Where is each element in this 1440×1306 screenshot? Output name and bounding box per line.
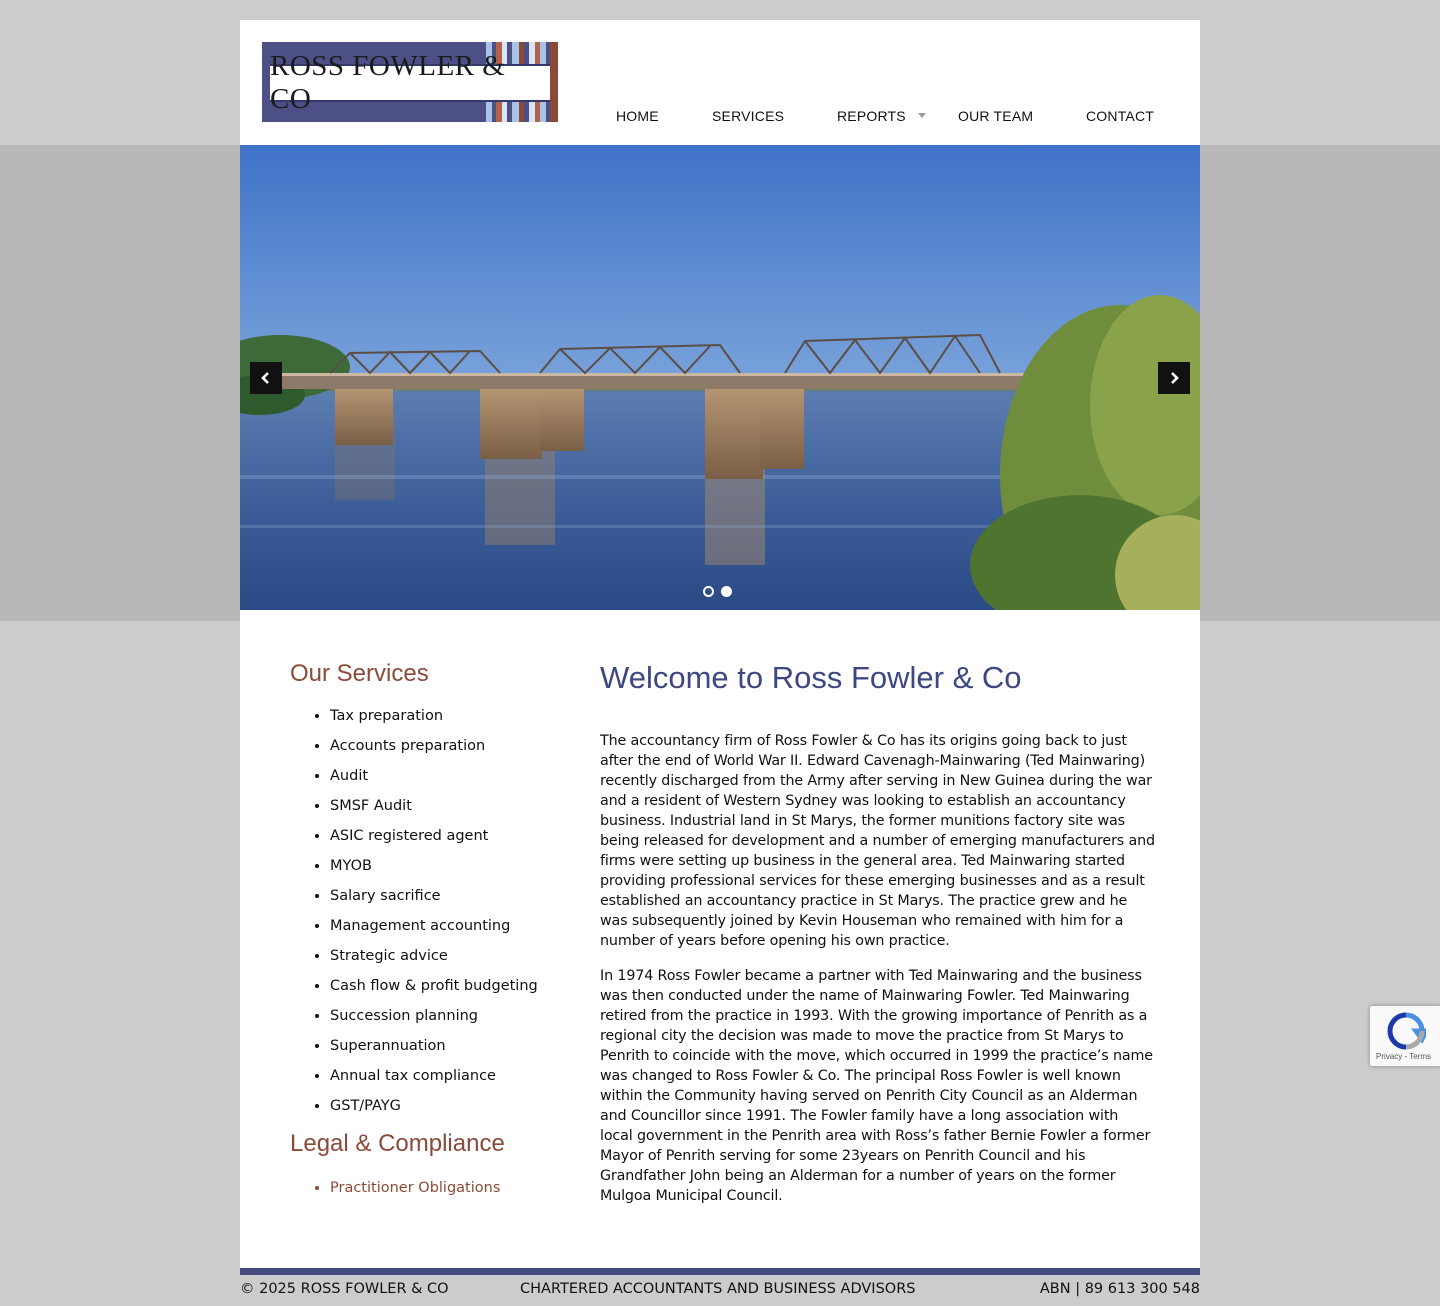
page-title: Welcome to Ross Fowler & Co (600, 660, 1022, 695)
practitioner-obligations-link[interactable]: Practitioner Obligations (330, 1180, 501, 1196)
list-item: • Salary sacrifice (330, 886, 570, 916)
sidebar (290, 660, 570, 1198)
footer-divider (240, 1268, 1200, 1275)
list-item: • Management accounting (330, 916, 570, 946)
slider-pagination (703, 586, 732, 597)
site-logo[interactable] (262, 42, 558, 122)
slider-dot-2[interactable] (721, 586, 732, 597)
intro-paragraph-2: In 1974 Ross Fowler became a partner with Ted Mainwaring and the business was then conducted under the name of Mainwaring Fowler. Ted Mainwaring retired from the practice in 1993. With the growing importance of Penrith as a regional city the decision was made to move the practice from St Marys to Penrith to coincide with the move, which occurred in 1999 the practice’s name was changed to Ross Fowler & Co. The principal Ross Fowler is well known within the Community having served on Penrith City Council as an Alderman and Councillor since 1991. The Fowler family have a long association with local government in the Penrith area with Ross’s father Bernie Fowler a former Mayor of Penrith serving for some 23years on Penrith Council and his Grandfather John being an Alderman for a number of years on the former Mulgoa Municipal Council. (600, 968, 1153, 1204)
recaptcha-badge[interactable] (1370, 1006, 1440, 1066)
reports-dropdown-caret-icon[interactable] (918, 113, 926, 118)
page-container (240, 20, 1200, 1268)
footer-tagline: CHARTERED ACCOUNTANTS AND BUSINESS ADVISORS (520, 1281, 916, 1297)
list-item: • Audit (330, 766, 570, 796)
slider-prev-button[interactable] (250, 362, 282, 394)
recaptcha-icon (1386, 1012, 1426, 1050)
list-item: • GST/PAYG (330, 1096, 570, 1126)
nav-our-team[interactable]: OUR TEAM (958, 108, 1034, 124)
slider-next-button[interactable] (1158, 362, 1190, 394)
slider-dot-1[interactable] (703, 586, 714, 597)
list-item: • Accounts preparation (330, 736, 570, 766)
footer-abn: ABN | 89 613 300 548 (1039, 1281, 1200, 1297)
footer (240, 1281, 1200, 1301)
slider-image-bridge (240, 145, 1200, 610)
recaptcha-privacy-link[interactable]: Privacy (1376, 1052, 1403, 1061)
list-item: • ASIC registered agent (330, 826, 570, 856)
chevron-right-icon (1168, 372, 1180, 384)
logo-wordmark: ROSS FOWLER & CO (270, 64, 550, 102)
recaptcha-terms-link[interactable]: Terms (1409, 1052, 1431, 1061)
intro-paragraph-1: The accountancy firm of Ross Fowler & Co has its origins going back to just after the end of World War II. Edward Cavenagh-Mainwaring (Ted Mainwaring) recently discharged from the Army after serving in New Guinea during the war and a resident of Western Sydney was looking to establish an accountancy business. Industrial land in St Marys, the former munitions factory site was being released for development and a number of emerging manufacturers and firms were setting up business in the general area. Ted Mainwaring started providing professional services for these emerging businesses and as a result established an accountancy practice in St Marys. The practice grew and he was subsequently joined by Kevin Houseman who remained with him for a number of years before opening his own practice. (600, 733, 1155, 949)
recaptcha-links (1376, 1052, 1431, 1061)
footer-copyright: © 2025 ROSS FOWLER & CO (240, 1281, 449, 1297)
hero-slider (240, 145, 1200, 610)
list-item: • Strategic advice (330, 946, 570, 976)
legal-compliance-heading: Legal & Compliance (290, 1130, 505, 1157)
main-content (600, 660, 1155, 1206)
nav-reports[interactable]: REPORTS (837, 108, 906, 124)
legal-links-list (290, 1178, 570, 1198)
list-item: • Tax preparation (330, 706, 570, 736)
nav-home[interactable]: HOME (616, 108, 659, 124)
services-heading: Our Services (290, 660, 429, 687)
list-item: • Superannuation (330, 1036, 570, 1066)
list-item: • Cash flow & profit budgeting (330, 976, 570, 1006)
list-item: • SMSF Audit (330, 796, 570, 826)
recaptcha-separator: - (1402, 1052, 1410, 1061)
list-item: • Annual tax compliance (330, 1066, 570, 1096)
services-list (290, 706, 570, 1126)
chevron-left-icon (260, 372, 272, 384)
nav-services[interactable]: SERVICES (712, 108, 785, 124)
nav-contact[interactable]: CONTACT (1086, 108, 1155, 124)
list-item (330, 1178, 570, 1198)
list-item: • MYOB (330, 856, 570, 886)
list-item: • Succession planning (330, 1006, 570, 1036)
